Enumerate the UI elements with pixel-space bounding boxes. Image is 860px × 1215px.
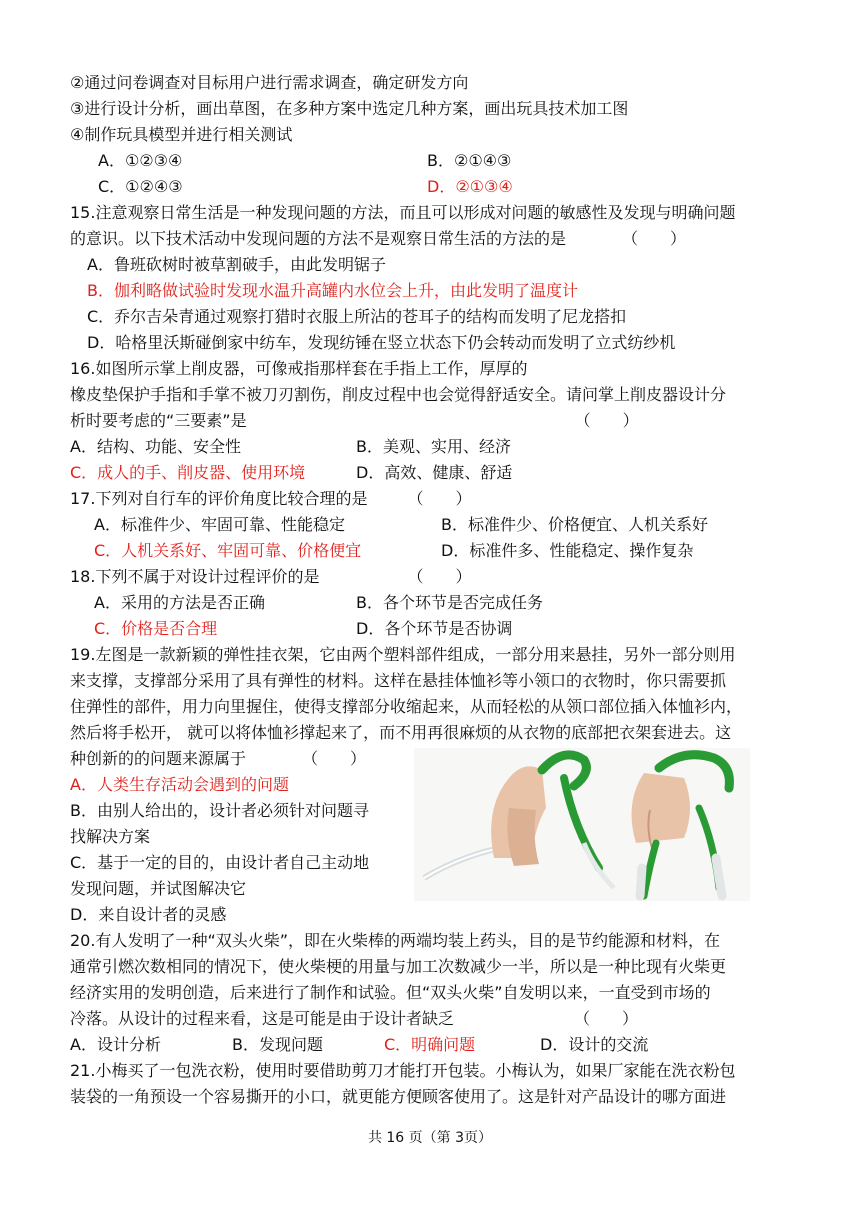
q14-option-d-answer: D．②①③④ (427, 177, 513, 196)
q20-option-c-answer: C．明确问题 (384, 1035, 476, 1054)
q21-stem-line1: 21.小梅买了一包洗衣粉，使用时要借助剪刀才能打开包装。小梅认为，如果厂家能在洗衣粉包 (70, 1061, 736, 1080)
q15-stem-line2: 的意识。以下技术活动中发现问题的方法不是观察日常生活的方法的是 （ ） (70, 229, 687, 248)
q18-option-b: B．各个环节是否完成任务 (356, 593, 543, 612)
q16-option-a: A．结构、功能、安全性 (70, 437, 241, 456)
q20-option-b: B．发现问题 (232, 1035, 323, 1054)
q19-option-b-line1: B．由别人给出的，设计者必须针对问题寻 (70, 801, 369, 820)
q16-stem-line3: 析时要考虑的“三要素”是 （ ） (70, 411, 639, 430)
q19-stem-line1: 19.左图是一款新颖的弹性挂衣架，它由两个塑料部件组成，一部分用来悬挂，另外一部分则用 (70, 645, 736, 664)
q14-step-2: ②通过问卷调查对目标用户进行需求调查，确定研发方向 (70, 73, 469, 92)
q15-option-c: C．乔尔吉朵青通过观察打猎时衣服上所沾的苍耳子的结构而发明了尼龙搭扣 (87, 307, 627, 326)
q15-option-d: D．哈格里沃斯碰倒家中纺车，发现纺锤在竖立状态下仍会转动而发明了立式纺纱机 (87, 333, 676, 352)
elastic-hanger-photo (414, 748, 750, 901)
q17-option-d: D．标准件多、性能稳定、操作复杂 (441, 541, 694, 560)
q16-stem-line1: 16.如图所示掌上削皮器，可像戒指那样套在手指上工作，厚厚的 (70, 359, 528, 378)
q14-option-c: C．①②④③ (98, 177, 183, 196)
q16-option-c-answer: C．成人的手、削皮器、使用环境 (70, 463, 306, 482)
q16-option-b: B．美观、实用、经济 (356, 437, 511, 456)
q15-stem-line1: 15.注意观察日常生活是一种发现问题的方法，而且可以形成对问题的敏感性及发现与明确问题 (70, 203, 736, 222)
q15-option-a: A．鲁班砍树时被草割破手，由此发明锯子 (87, 255, 386, 274)
q17-stem: 17.下列对自行车的评价角度比较合理的是 （ ） (70, 489, 472, 508)
q16-option-d: D．高效、健康、舒适 (356, 463, 513, 482)
q19-option-b-line2: 找解决方案 (70, 827, 151, 846)
q19-option-a-answer: A．人类生存活动会遇到的问题 (70, 775, 289, 794)
q19-stem-line4: 然后将手松开， 就可以将体恤衫撑起来了，而不用再很麻烦的从衣物的底部把衣架套进去。这 (70, 723, 732, 742)
q14-option-a: A．①②③④ (98, 151, 183, 170)
q19-option-d: D．来自设计者的灵感 (70, 905, 227, 924)
q19-stem-line5: 种创新的的问题来源属于 （ ） (70, 749, 367, 768)
q19-option-c-line1: C．基于一定的目的，由设计者自己主动地 (70, 853, 370, 872)
q14-step-3: ③进行设计分析，画出草图，在多种方案中选定几种方案，画出玩具技术加工图 (70, 99, 629, 118)
q20-option-a: A．设计分析 (70, 1035, 161, 1054)
q15-option-b-answer: B．伽利略做试验时发现水温升高罐内水位会上升，由此发明了温度计 (87, 281, 578, 300)
q21-stem-line2: 装袋的一角预设一个容易撕开的小口，就更能方便顾客使用了。这是针对产品设计的哪方面进 (70, 1087, 727, 1106)
q17-option-c-answer: C．人机关系好、牢固可靠、价格便宜 (94, 541, 362, 560)
q19-option-c-line2: 发现问题，并试图解决它 (70, 879, 247, 898)
q19-stem-line3: 住弹性的部件，用力向里握住，使得支撑部分收缩起来，从而轻松的从领口部位插入体恤衫内， (70, 697, 743, 716)
q20-stem-line1: 20.有人发明了一种“双头火柴”，即在火柴棒的两端均装上药头，目的是节约能源和材料，在 (70, 931, 721, 950)
q19-stem-line2: 来支撑，支撑部分采用了具有弹性的材料。这样在悬挂体恤衫等小领口的衣物时，你只需要抓 (70, 671, 727, 690)
q20-option-d: D．设计的交流 (540, 1035, 649, 1054)
q18-stem: 18.下列不属于对设计过程评价的是 （ ） (70, 567, 472, 586)
q18-option-d: D．各个环节是否协调 (356, 619, 513, 638)
q18-option-c-answer: C．价格是否合理 (94, 619, 218, 638)
q14-step-4: ④制作玩具模型并进行相关测试 (70, 125, 293, 144)
q16-stem-line2: 橡皮垫保护手指和手掌不被刀刃割伤，削皮过程中也会觉得舒适安全。请问掌上削皮器设计分 (70, 385, 727, 404)
q14-option-b: B．②①④③ (427, 151, 512, 170)
q17-option-a: A．标准件少、牢固可靠、性能稳定 (94, 515, 345, 534)
q20-stem-line2: 通常引燃次数相同的情况下，使火柴梗的用量与加工次数减少一半，所以是一种比现有火柴更 (70, 957, 727, 976)
q18-option-a: A．采用的方法是否正确 (94, 593, 265, 612)
page-footer: 共 16 页（第 3页） (367, 1130, 493, 1146)
q20-stem-line3: 经济实用的发明创造，后来进行了制作和试验。但“双头火柴”自发明以来，一直受到市场的 (70, 983, 711, 1002)
q20-stem-line4: 冷落。从设计的过程来看，这是可能是由于设计者缺乏 （ ） (70, 1009, 639, 1028)
q17-option-b: B．标准件少、价格便宜、人机关系好 (441, 515, 708, 534)
